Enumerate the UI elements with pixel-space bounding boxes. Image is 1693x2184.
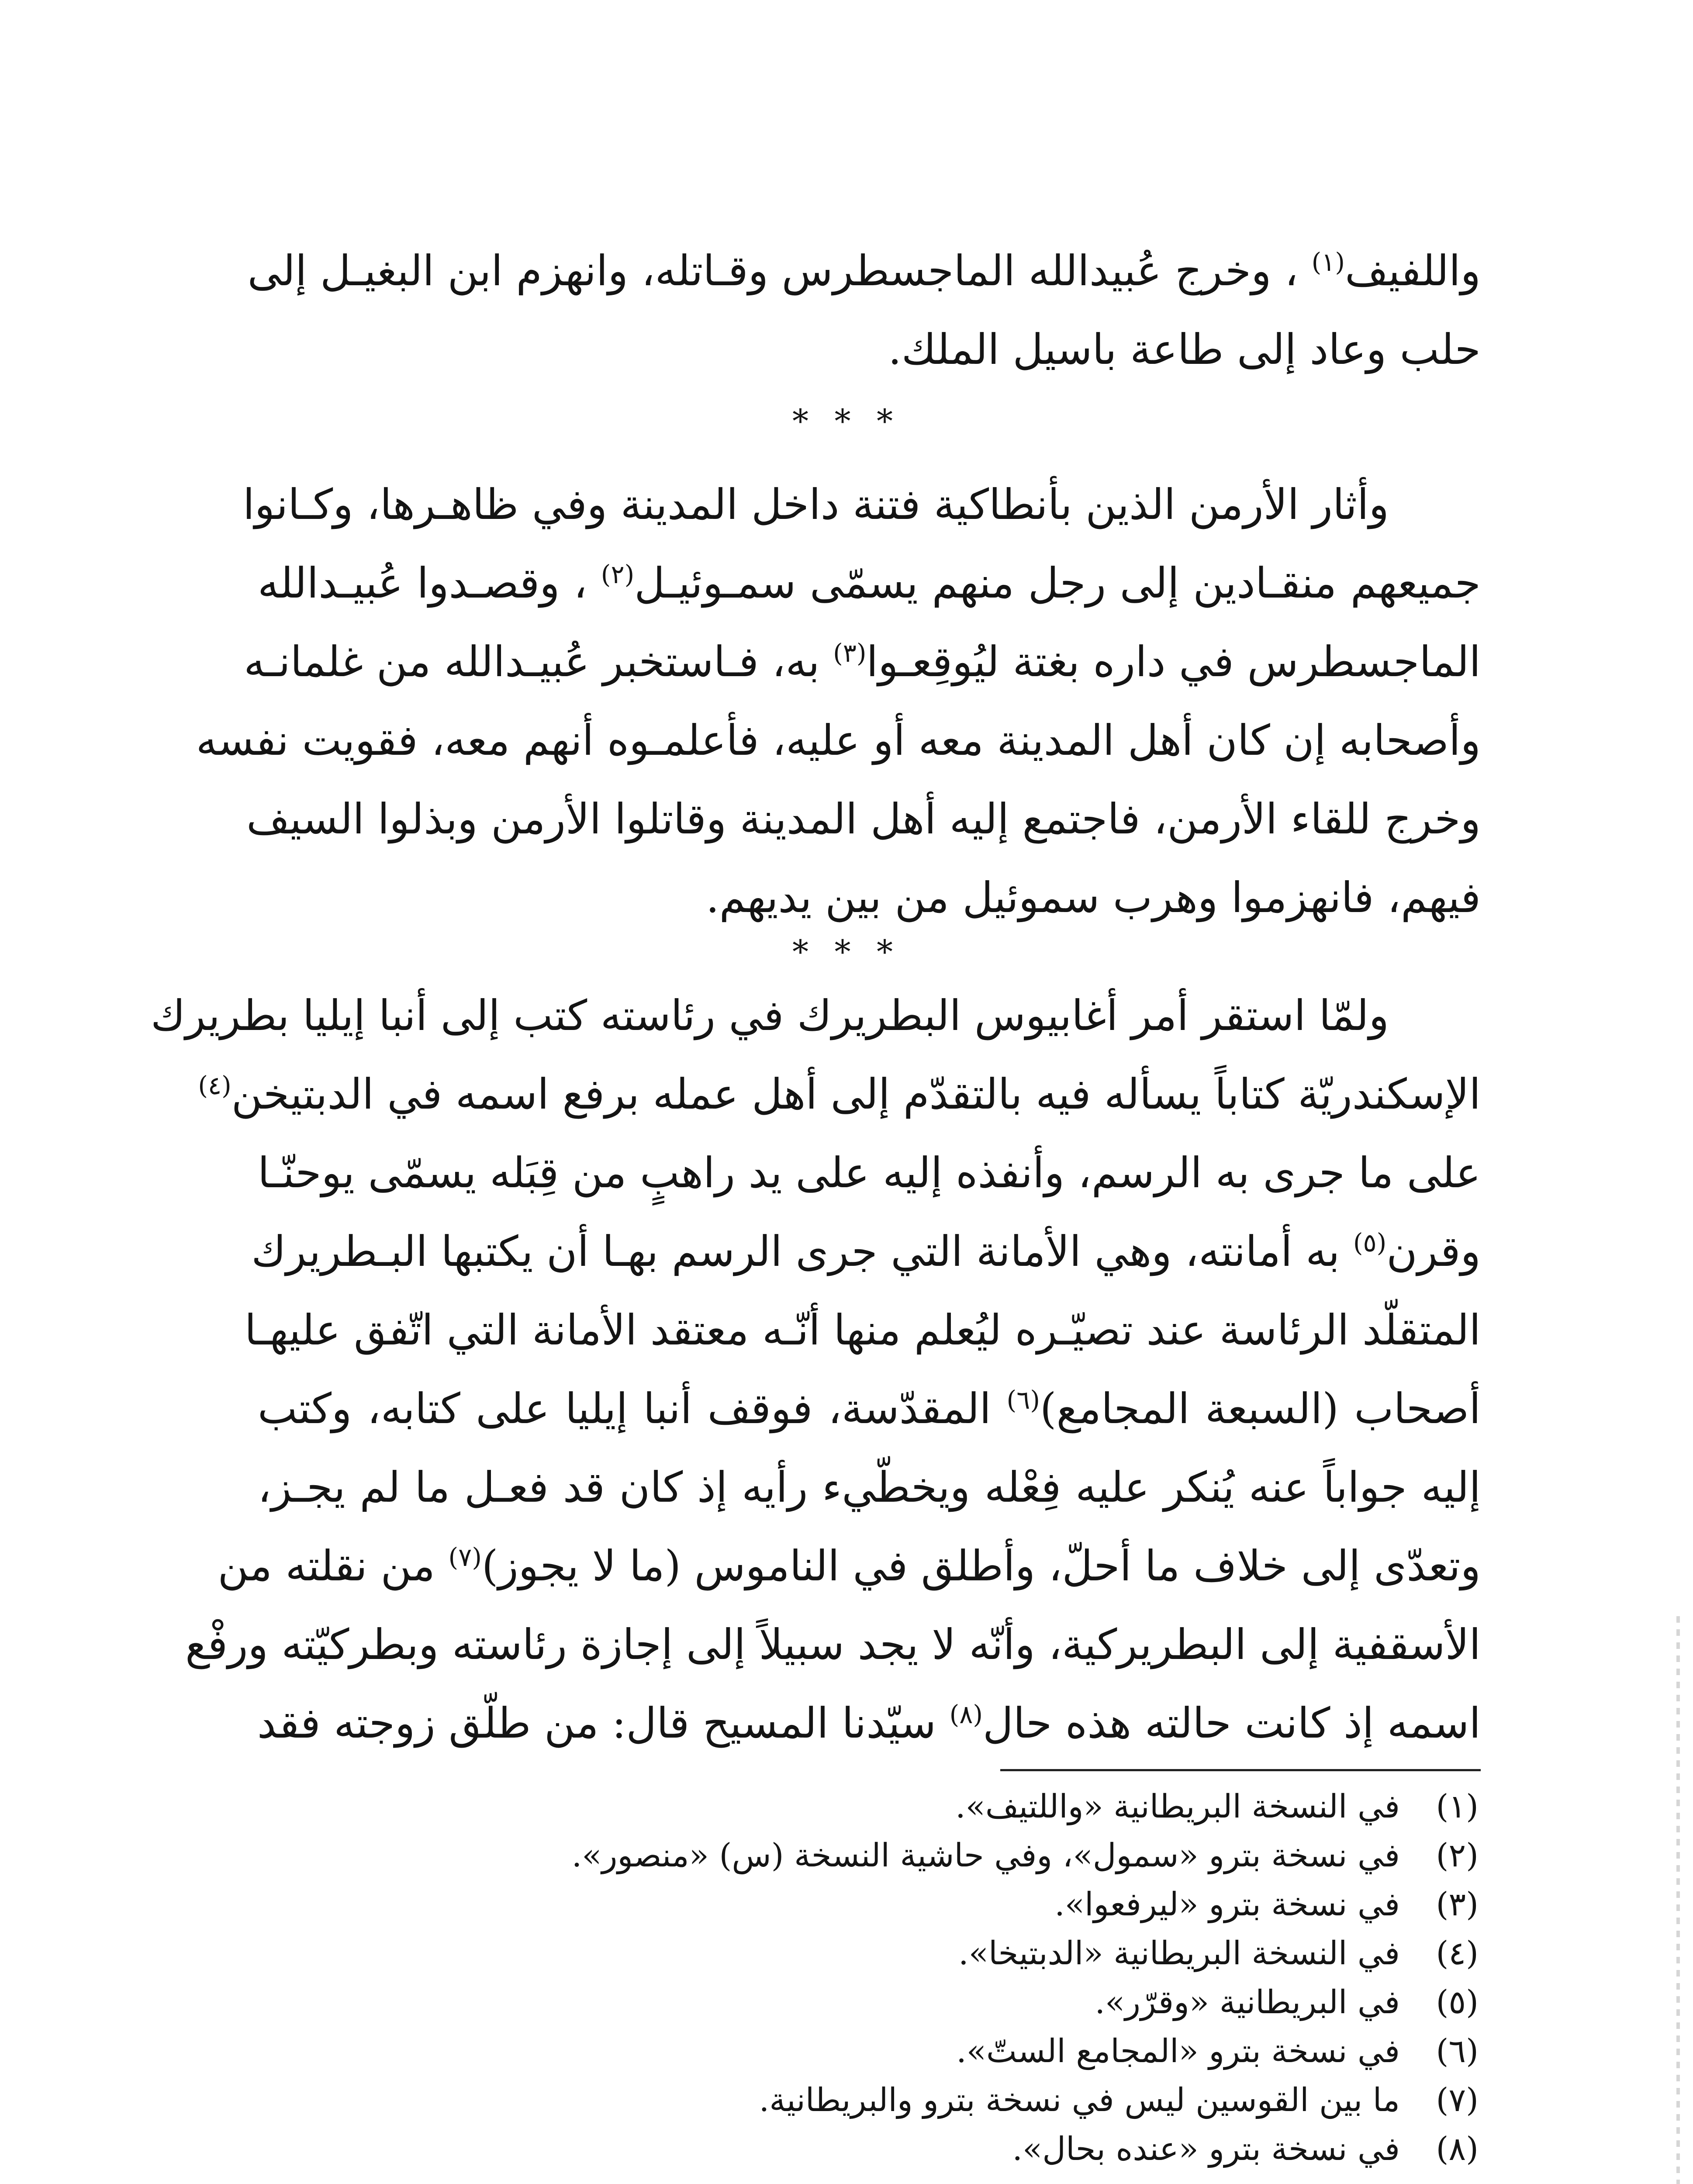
footnote-item [437, 1831, 1479, 1880]
line-text: به، فـاستخبر عُبيـدالله من غلمانـه [244, 637, 833, 686]
text-line [258, 1369, 1481, 1448]
text-line: إليه جواباً عنه يُنكر عليه فِعْله ويخطّيء رأيه إذ كان قد فعـل ما لم يجـز، [258, 1463, 1481, 1512]
text-line: المتقلّد الرئاسة عند تصيّـره ليُعلم منها أنّـه معتقد الأمانة التي اتّفق عليهـا [244, 1306, 1481, 1355]
line-text: وقرن [1386, 1227, 1481, 1276]
text-line: وخرج للقاء الأرمن، فاجتمع إليه أهل المدينة وقاتلوا الأرمن وبذلوا السيف [246, 795, 1481, 843]
footnote-item [437, 1978, 1479, 2027]
line-text: ، وقصـدوا عُبيـدالله [258, 559, 601, 608]
line-text: المقدّسة، فوقف أنبا إيليا على كتابه، وكتب [258, 1384, 1007, 1433]
binding-edge-marks [1676, 1616, 1680, 2184]
footnote-ref: (٧) [448, 1542, 482, 1572]
footnote-number: (٣) [1436, 1886, 1479, 1923]
footnote-text: في النسخة البريطانية «الدبتيخا». [958, 1935, 1400, 1972]
footnote-number: (٤) [1436, 1935, 1479, 1972]
footnote-ref: (١) [1311, 247, 1345, 277]
text-line: ولمّا استقر أمر أغابيوس البطريرك في رئاسته كتب إلى أنبا إيليا بطريرك [151, 991, 1389, 1040]
text-line: حلب وعاد إلى طاعة باسيل الملك. [888, 325, 1481, 374]
line-text: الماجسطرس في داره بغتة ليُوقِعـوا [866, 637, 1481, 686]
text-line [258, 544, 1481, 622]
line-text: أصحاب (السبعة المجامع) [1040, 1384, 1481, 1433]
text-line [251, 1212, 1481, 1291]
footnote-item [437, 2027, 1479, 2076]
text-line: على ما جرى به الرسم، وأنفذه إليه على يد راهبٍ من قِبَله يسمّى يوحنّـا [258, 1148, 1481, 1197]
footnote-text: ما بين القوسين ليس في نسخة بترو والبريطانية. [759, 2081, 1400, 2119]
footnote-number: (٢) [1436, 1837, 1479, 1874]
footnote-item [437, 2076, 1479, 2125]
line-text: ، وخرج عُبيدالله الماجسطرس وقـاتله، وانهزم ابن البغيـل إلى [247, 246, 1312, 295]
text-line [247, 232, 1481, 310]
footnote-number: (٥) [1436, 1984, 1479, 2021]
text-line [258, 1684, 1481, 1762]
footnote-ref: (٨) [949, 1700, 983, 1729]
line-text: سيّدنا المسيح قال: من طلّق زوجته فقد [257, 1699, 950, 1748]
section-separator: * * * [792, 403, 901, 440]
text-line [198, 1055, 1481, 1133]
footnote-divider [1000, 1769, 1481, 1771]
footnote-ref: (٦) [1006, 1385, 1040, 1415]
text-line [218, 1527, 1481, 1605]
footnote-text: في النسخة البريطانية «واللتيف». [955, 1788, 1400, 1825]
line-text: الإسكندريّة كتاباً يسأله فيه بالتقدّم إلى أهل عمله برفع اسمه في الدبتيخن [231, 1070, 1481, 1119]
line-text: واللفيف [1345, 246, 1481, 295]
footnote-item [437, 1782, 1479, 1831]
line-text: جميعهم منقـادين إلى رجل منهم يسمّى سمـوئيـل [634, 559, 1481, 608]
footnote-text: في نسخة بترو «ليرفعوا». [1054, 1886, 1400, 1923]
text-line [244, 622, 1481, 701]
footnote-text: في نسخة بترو «عنده بحال». [1012, 2130, 1400, 2168]
text-line: وأثار الأرمن الذين بأنطاكية فتنة داخل المدينة وفي ظاهـرها، وكـانوا [243, 480, 1389, 529]
footnote-text: في البريطانية «وقرّر». [1095, 1984, 1400, 2021]
footnote-item [437, 2125, 1479, 2174]
footnote-ref: (٢) [601, 560, 635, 589]
line-text: به أمانته، وهي الأمانة التي جرى الرسم بهـا أن يكتبها البـطريرك [251, 1227, 1353, 1276]
footnote-number: (٧) [1436, 2081, 1479, 2119]
footnote-item [437, 1880, 1479, 1929]
footnote-ref: (٥) [1353, 1228, 1387, 1258]
paragraph-2 [196, 465, 1481, 937]
footnote-number: (٨) [1436, 2130, 1479, 2168]
line-text: وتعدّى إلى خلاف ما أحلّ، وأطلق في الناموس (ما لا يجوز) [481, 1541, 1481, 1590]
footnote-number: (٦) [1436, 2032, 1479, 2070]
footnote-text: في نسخة بترو «المجامع الستّ». [956, 2032, 1400, 2070]
footnote-text: في نسخة بترو «سمول»، وفي حاشية النسخة (س) «منصور». [571, 1837, 1400, 1874]
text-line: وأصحابه إن كان أهل المدينة معه أو عليه، فأعلمـوه أنهم معه، فقويت نفسه [196, 716, 1481, 765]
line-text: من نقلته من [218, 1541, 449, 1590]
paragraph-3 [151, 976, 1481, 1762]
footnote-item [437, 1929, 1479, 1978]
paragraph-1 [247, 232, 1481, 389]
line-text: اسمه إذ كانت حالته هذه حال [983, 1699, 1481, 1748]
text-line: فيهم، فانهزموا وهرب سموئيل من بين يديهم. [706, 873, 1481, 922]
footnote-number: (١) [1436, 1788, 1479, 1825]
text-line: الأسقفية إلى البطريركية، وأنّه لا يجد سبيلاً إلى إجازة رئاسته وبطركيّته ورفْع [185, 1620, 1481, 1669]
footnotes [437, 1782, 1479, 2174]
section-separator: * * * [792, 933, 901, 971]
footnote-ref: (٣) [833, 638, 867, 668]
footnote-ref: (٤) [198, 1071, 231, 1100]
